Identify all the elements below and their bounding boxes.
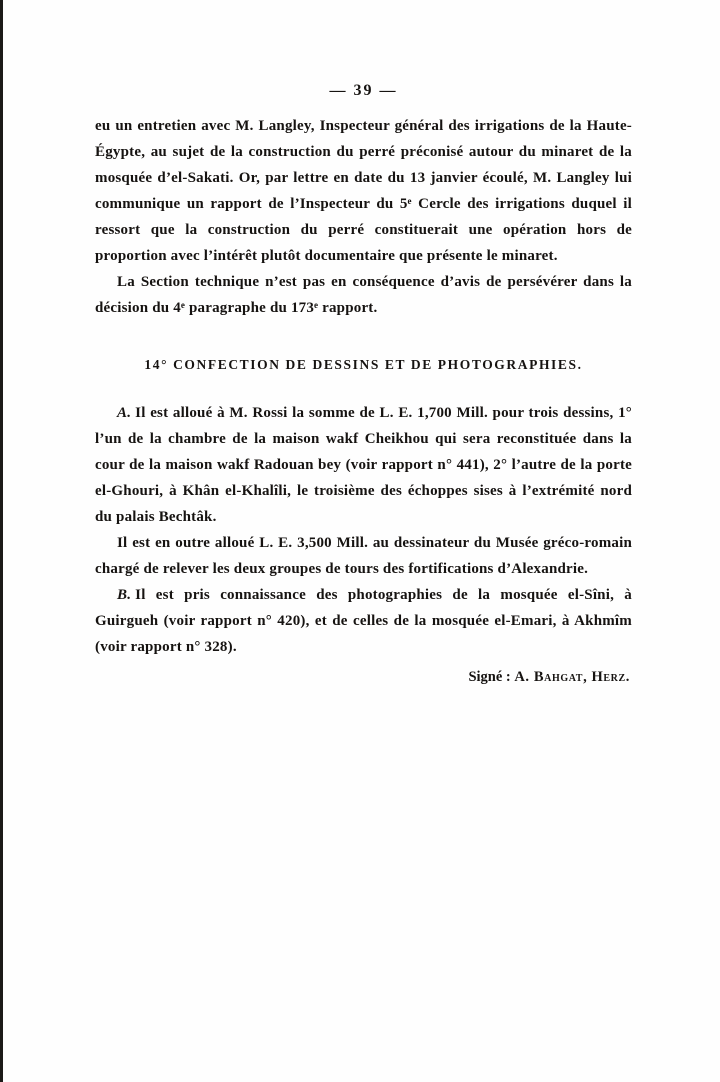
paragraph-text: Il est en outre alloué L. E. 3,500 Mill. au dessinateur du Musée gréco-romain chargé de relever les deux groupes de tours des fortifications d’Alexandrie. <box>95 535 632 577</box>
signature-line <box>95 669 632 686</box>
section-heading <box>95 357 632 373</box>
paragraph-continuation <box>95 113 632 269</box>
paragraph-lead-b: B. <box>117 587 132 603</box>
signature-label: Signé : <box>468 669 511 685</box>
section-heading-text: 14° CONFECTION DE DESSINS ET DE PHOTOGRAPHIES. <box>144 357 583 372</box>
paragraph-a <box>95 400 632 530</box>
signature-names: A. Bahgat, Herz. <box>514 669 630 685</box>
scan-edge-artifact <box>0 0 3 1082</box>
page-number: — 39 — <box>329 82 398 99</box>
paragraph-text: La Section technique n’est pas en conséquence d’avis de persévérer dans la décision du 4ᵉ paragraphe du 173ᵉ rapport. <box>95 274 632 316</box>
paragraph-text: Il est pris connaissance des photographies de la mosquée el-Sîni, à Guirgueh (voir rapport n° 420), et de celles de la mosquée el-Emari, à Akhmîm (voir rapport n° 328). <box>95 587 632 655</box>
paragraph-allowance <box>95 530 632 582</box>
paragraph-lead-a: A. <box>117 405 132 421</box>
paragraph-text: eu un entretien avec M. Langley, Inspecteur général des irrigations de la Haute-Égypte, au sujet de la construction du perré préconisé autour du minaret de la mosquée d’el-Sakati. Or, par lettre en date du 13 janvier écoulé, M. Langley lui communique un rapport de l’Inspecteur du 5ᵉ Cercle des irrigations duquel il ressort que la construction du perré constituerait une opération hors de proportion avec l’intérêt plutôt documentaire que présente le minaret. <box>95 118 632 264</box>
paragraph-section-decision <box>95 269 632 321</box>
paragraph-text: Il est alloué à M. Rossi la somme de L. E. 1,700 Mill. pour trois dessins, 1° l’un de la chambre de la maison wakf Cheikhou qui sera reconstituée dans la cour de la maison wakf Radouan bey (voir rapport n° 441), 2° l’autre de la porte el-Ghouri, à Khân el-Khalîli, le troisième des échoppes sises à l’extrémité nord du palais Bechtâk. <box>95 405 632 525</box>
paragraph-b <box>95 582 632 660</box>
text-block <box>95 82 632 686</box>
